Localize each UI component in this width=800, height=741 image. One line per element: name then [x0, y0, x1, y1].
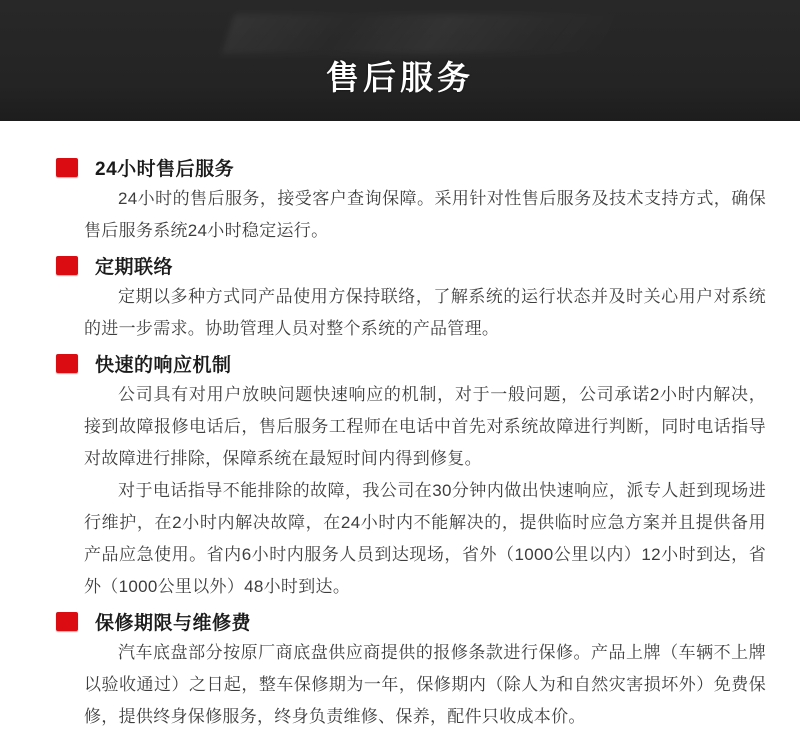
- content-area: [0, 121, 800, 733]
- red-square-bullet-icon: [56, 354, 78, 373]
- paragraph: 公司具有对用户放映问题快速响应的机制，对于一般问题，公司承诺2小时内解决，接到故障报修电话后，售后服务工程师在电话中首先对系统故障进行判断，同时电话指导对故障进行排除，保障系统在最短时间内得到修复。: [84, 385, 766, 468]
- section-heading: 定期联络: [95, 256, 174, 278]
- page-title: 售后服务: [326, 59, 474, 96]
- section-body: [84, 183, 766, 247]
- paragraph: 定期以多种方式同产品使用方保持联络，了解系统的运行状态并及时关心用户对系统的进一步需求。协助管理人员对整个系统的产品管理。: [84, 287, 766, 338]
- red-square-bullet-icon: [56, 158, 78, 177]
- section-regular-contact: [56, 253, 766, 345]
- section-rapid-response: [56, 351, 766, 603]
- section-header: [56, 351, 766, 375]
- section-heading: 保修期限与维修费: [95, 612, 252, 634]
- section-24hour-service: [56, 155, 766, 247]
- section-header: [56, 253, 766, 277]
- section-body: [84, 281, 766, 345]
- header-banner: [0, 0, 800, 121]
- watermark: [222, 14, 615, 54]
- section-body: [84, 379, 766, 603]
- red-square-bullet-icon: [56, 256, 78, 275]
- section-body: [84, 637, 766, 733]
- red-square-bullet-icon: [56, 612, 78, 631]
- section-header: [56, 609, 766, 633]
- section-heading: 快速的响应机制: [95, 354, 232, 376]
- section-warranty-and-fees: [56, 609, 766, 733]
- section-header: [56, 155, 766, 179]
- paragraph: 汽车底盘部分按原厂商底盘供应商提供的报修条款进行保修。产品上牌（车辆不上牌以验收通过）之日起，整车保修期为一年，保修期内（除人为和自然灾害损坏外）免费保修，提供终身保修服务，终身负责维修、保养，配件只收成本价。: [84, 643, 766, 726]
- paragraph: 24小时的售后服务，接受客户查询保障。采用针对性售后服务及技术支持方式，确保售后服务系统24小时稳定运行。: [84, 189, 766, 240]
- paragraph: 对于电话指导不能排除的故障，我公司在30分钟内做出快速响应，派专人赶到现场进行维护，在2小时内解决故障，在24小时内不能解决的，提供临时应急方案并且提供备用产品应急使用。省内6小时内服务人员到达现场，省外（1000公里以内）12小时到达，省外（1000公里以外）48小时到达。: [84, 481, 766, 596]
- section-heading: 24小时售后服务: [95, 158, 235, 180]
